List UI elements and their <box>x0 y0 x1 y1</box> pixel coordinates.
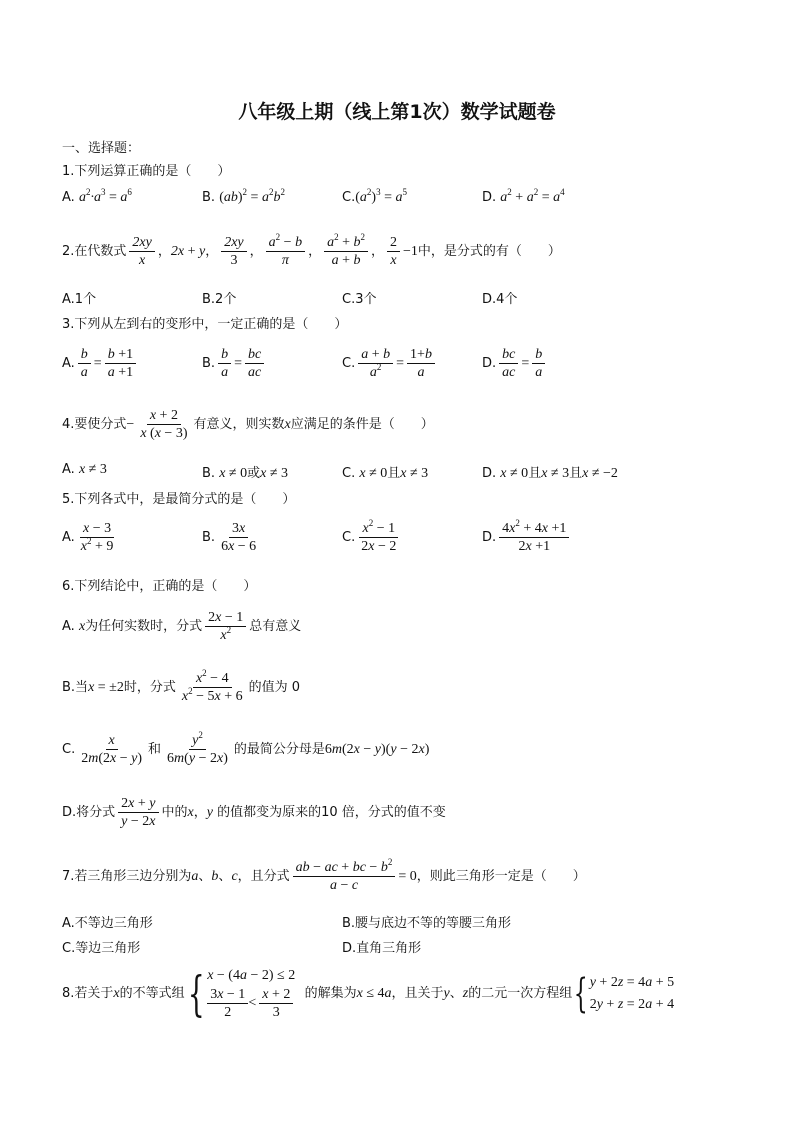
equation-system: y + 2z = 4a + 5 2y + z = 2a + 4 <box>589 974 675 1012</box>
q6-option-a: A. x为任何实数时，分式 $\frac{2x - 1}{x^2}$ 总有意义 <box>62 610 302 643</box>
q2-option-d: D.4个 <box>482 292 518 307</box>
q2-option-c: C.3个 <box>342 292 377 307</box>
q3-option-b: B. $\frac{b}{a}$ = $\frac{bc}{ac}$ <box>202 346 267 381</box>
left-brace: { <box>187 965 205 1022</box>
q7-option-c: C.等边三角形 <box>62 941 141 956</box>
section-heading: 一、选择题： <box>62 141 141 156</box>
q6-option-b: B.当x = ±2时，分式 $\frac{x^2 - 4}{x^2 - 5x + 6}$ 的值为 0 <box>62 668 301 704</box>
q1-option-d: D. $a^2 + a^2 = a^4$ <box>482 187 565 205</box>
q4-option-d: D. x ≠ 0且x ≠ 3且x ≠ −2 <box>482 466 618 481</box>
q5-option-d: D. $\frac{4x^2 + 4x +1}{2x +1}$ <box>482 520 572 555</box>
question-7-stem: 7.若三角形三边分别为a、b、c，且分式 $\frac{ab - ac + bc - b^2}{a - c}$ = 0，则此三角形一定是（ ） <box>62 857 586 893</box>
q1-option-c: $C.(a^2)^3 = a^5$ <box>342 187 407 205</box>
q3-option-d: D. $\frac{bc}{ac}$ = $\frac{b}{a}$ <box>482 346 548 381</box>
q7-option-a: A.不等边三角形 <box>62 916 153 931</box>
q3-option-c: C. $\frac{a + b}{a^2}$ = $\frac{1+b}{a}$ <box>342 346 438 381</box>
page-title: 八年级上期（线上第1次）数学试题卷 <box>238 101 556 123</box>
q6-option-d: D.将分式 $\frac{2x + y}{y - 2x}$ 中的x，y 的值都变为原来的10 倍，分式的值不变 <box>62 796 446 829</box>
q3-option-a: A. $\frac{b}{a}$ = $\frac{b +1}{a +1}$ <box>62 346 139 381</box>
question-8-stem: 8.若关于x的不等式组{ x − (4a − 2) ≤ 2 $\frac{3x - 1}{2}$ < $\frac{x + 2}{3}$ 的解集为x ≤ 4a，且关于y、z的二元一次方程组{ y + 2z = 4a + 5 2y + z = 2a + 4 <box>62 965 675 1022</box>
question-1-stem: 1.下列运算正确的是（ ） <box>62 164 231 179</box>
q4-option-b: B. x ≠ 0或x ≠ 3 <box>202 466 289 481</box>
q4-option-c: C. x ≠ 0且x ≠ 3 <box>342 466 429 481</box>
question-6-stem: 6.下列结论中，正确的是（ ） <box>62 579 257 594</box>
question-5-stem: 5.下列各式中，是最简分式的是（ ） <box>62 492 296 507</box>
q4-option-a: A. x ≠ 3 <box>62 462 107 477</box>
question-3-stem: 3.下列从左到右的变形中，一定正确的是（ ） <box>62 317 348 332</box>
q6-option-c: C. $\frac{x}{2m(2x - y)}$ 和 $\frac{y^2}{6m(y - 2x)}$ 的最简公分母是6m(2x − y)(y − 2x) <box>62 730 430 766</box>
inequality-system: x − (4a − 2) ≤ 2 $\frac{3x - 1}{2}$ < $\frac{x + 2}{3}$ <box>207 968 296 1020</box>
question-4-stem: 4.要使分式− $\frac{x + 2}{x (x - 3)}$ 有意义，则实数x应满足的条件是（ ） <box>62 408 434 441</box>
q5-option-b: B. $\frac{3x}{6x - 6}$ <box>202 521 257 554</box>
q2-option-a: A.1个 <box>62 292 97 307</box>
q2-option-b: B.2个 <box>202 292 237 307</box>
q5-option-c: C. $\frac{x^2 - 1}{2x - 2}$ <box>342 518 397 554</box>
q5-option-a: A. $\frac{x - 3}{x^2 + 9}$ <box>62 521 114 554</box>
question-2-stem: 2.在代数式 $\frac{2xy}{x}$ ，2x + y， $\frac{2xy}{3}$ ， $\frac{a^2 - b}{\pi}$ ， $\frac{a^2 + b^2}{a + b}$ ， $\frac{2}{x}$ −1中，是分式的有（ ） <box>62 232 561 268</box>
q7-option-d: D.直角三角形 <box>342 941 422 956</box>
q7-option-b: B.腰与底边不等的等腰三角形 <box>342 916 512 931</box>
q1-option-b: B. $(ab)^2 = a^2b^2$ <box>202 187 285 205</box>
left-brace-2: { <box>573 970 588 1017</box>
q1-option-a: A. $a^2\cdot a^3 = a^6$ <box>62 187 132 205</box>
